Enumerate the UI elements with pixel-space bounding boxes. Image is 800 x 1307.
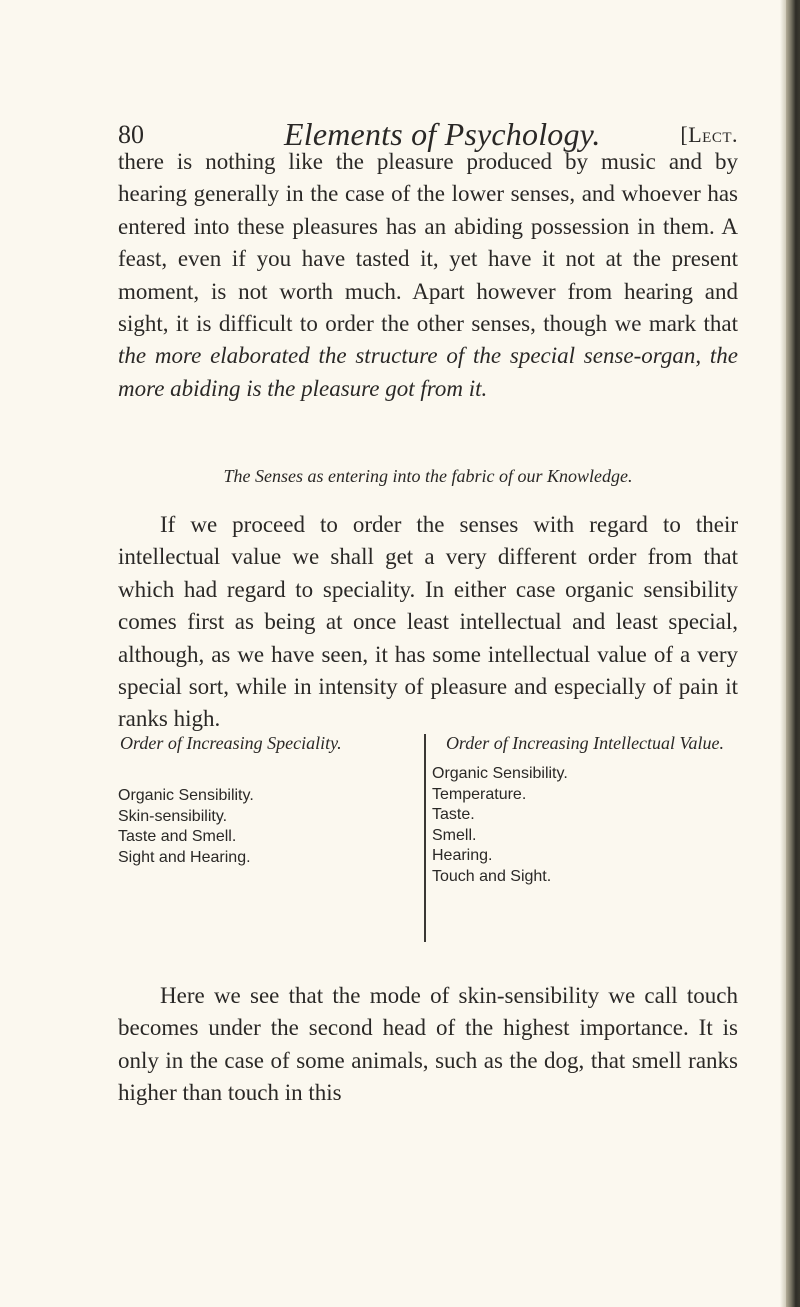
list-item: Taste and Smell.	[118, 828, 237, 845]
intellectual-value-column	[432, 732, 738, 887]
list-item: Sight and Hearing.	[118, 848, 251, 866]
page-number: 80	[118, 120, 144, 149]
intellectual-value-list	[432, 764, 738, 887]
speciality-column-heading: Order of Increasing Speciality.	[120, 733, 342, 753]
list-item: Organic Sensibility.	[118, 787, 254, 804]
paragraph-1	[118, 146, 738, 405]
paragraph-1-emphasis: the more elaborated the structure of the special sense-organ, the more abiding is the pleasure got from it.	[118, 343, 738, 401]
list-item: Taste.	[432, 806, 475, 823]
book-title: Elements of Psychology.	[284, 116, 601, 152]
intellectual-value-column-heading: Order of Increasing Intellectual Value.	[445, 733, 725, 753]
list-item: Hearing.	[432, 847, 493, 864]
section-subheading: The Senses as entering into the fabric of our Knowledge.	[223, 466, 633, 486]
list-item: Smell.	[432, 826, 477, 844]
book-spine-edge	[786, 0, 800, 1307]
list-item: Temperature.	[432, 785, 527, 803]
speciality-list	[118, 786, 408, 868]
paragraph-1-text: there is nothing like the pleasure produced by music and by hearing generally in the case of the lower senses, and whoever has entered into these pleasures has an abiding possession in them. A feast, even if you have tasted it, yet have it not at the present moment, is not worth much. Apart however from hearing and sight, it is difficult to order the other senses, though we mark that	[118, 149, 738, 337]
comparison-table	[118, 732, 738, 947]
list-item: Skin-sensibility.	[118, 807, 228, 825]
paragraph-2: If we proceed to order the senses with regard to their intellectual value we shall get a very different order from that which had regard to speciality. In either case organic sensibility comes first as being at once least intellectual and least special, although, as we have seen, it has some intellectual value of a very special sort, while in intensity of pleasure and especially of pain it ranks high.	[118, 512, 738, 732]
list-item: Organic Sensibility.	[432, 765, 568, 782]
paragraph-3: Here we see that the mode of skin-sensibility we call touch becomes under the second head of the highest importance. It is only in the case of some animals, such as the dog, that smell ranks higher than touch in this	[118, 983, 738, 1106]
speciality-column	[118, 732, 408, 868]
list-item: Touch and Sight.	[432, 867, 552, 885]
column-divider	[424, 734, 426, 942]
lecture-label: [Lect.	[680, 122, 738, 147]
